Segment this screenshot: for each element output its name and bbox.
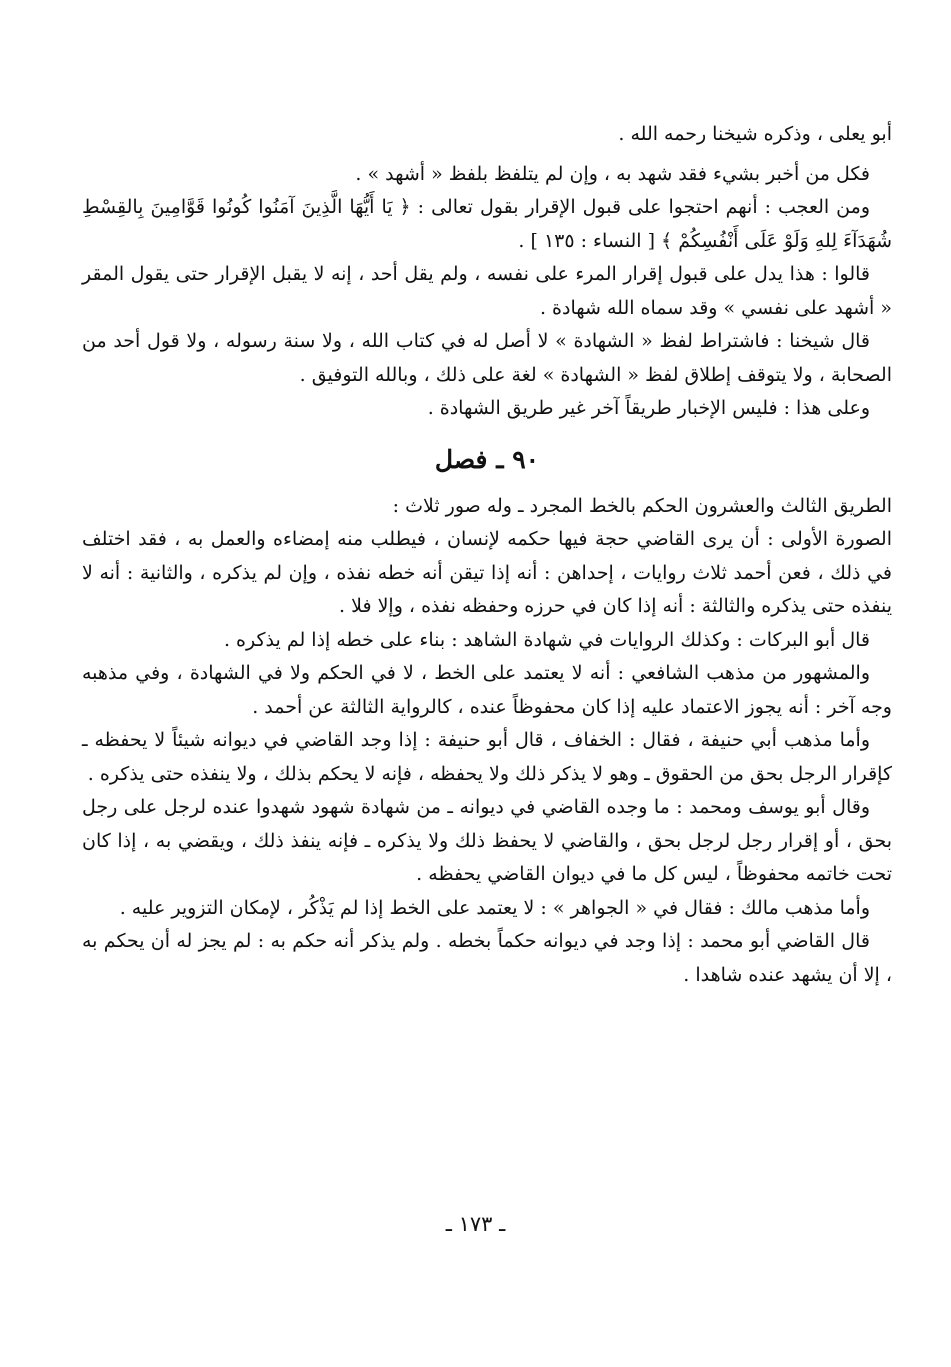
paragraph-5: قال شيخنا : فاشتراط لفظ « الشهادة » لا أصل له في كتاب الله ، ولا سنة رسوله ، ولا قول أحد من الصحابة ، ولا يتوقف إطلاق لفظ « الشهادة » لغة على ذلك ، وبالله التوفيق . xyxy=(82,330,892,386)
page-number: ـ ١٧٣ ـ xyxy=(445,1212,506,1236)
page-body xyxy=(82,118,892,992)
section-heading: ٩٠ ـ فصل xyxy=(434,444,540,474)
paragraph-10: والمشهور من مذهب الشافعي : أنه لا يعتمد على الخط ، لا في الحكم ولا في الشهادة ، وفي مذهبه وجه آخر : أنه يجوز الاعتماد عليه إذا كان محفوظاً عنده ، كالرواية الثالثة عن أحمد . xyxy=(82,662,892,718)
paragraph-11: وأما مذهب أبي حنيفة ، فقال : الخفاف ، قال أبو حنيفة : إذا وجد القاضي في ديوانه شيئاً لا يحفظه ـ كإقرار الرجل بحق من الحقوق ـ وهو لا يذكر ذلك ولا يحفظه ، فإنه لا يحكم بذلك ، ولا ينفذه حتى يذكره . xyxy=(82,729,892,785)
paragraph-7: الطريق الثالث والعشرون الحكم بالخط المجرد ـ وله صور ثلاث : xyxy=(392,494,892,517)
paragraph-1: أبو يعلى ، وذكره شيخنا رحمه الله . xyxy=(618,123,892,145)
paragraph-9: قال أبو البركات : وكذلك الروايات في شهادة الشاهد : بناء على خطه إذا لم يذكره . xyxy=(223,628,870,651)
paragraph-13: وأما مذهب مالك : فقال في « الجواهر » : لا يعتمد على الخط إذا لم يَذْكُر ، لإمكان التزوير عليه . xyxy=(119,896,870,919)
paragraph-8: الصورة الأولى : أن يرى القاضي حجة فيها حكمه لإنسان ، فيطلب منه إمضاءه والعمل به ، فقد اختلف في ذلك ، فعن أحمد ثلاث روايات ، إحداهن : أنه إذا تيقن أنه خطه نفذه ، وإن لم يذكره ، والثانية : أنه لا ينفذه حتى يذكره والثالثة : أنه إذا كان في حرزه وحفظه نفذه ، وإلا فلا . xyxy=(82,528,892,617)
paragraph-2: فكل من أخبر بشيء فقد شهد به ، وإن لم يتلفظ بلفظ « أشهد » . xyxy=(355,162,870,185)
paragraph-4: قالوا : هذا يدل على قبول إقرار المرء على نفسه ، ولم يقل أحد ، إنه لا يقبل الإقرار حتى يقول المقر « أشهد على نفسي » وقد سماه الله شهادة . xyxy=(82,263,892,319)
paragraph-12: وقال أبو يوسف ومحمد : ما وجده القاضي في ديوانه ـ من شهادة شهود شهدوا عنده لرجل على رجل بحق ، أو إقرار رجل لرجل بحق ، والقاضي لا يحفظ ذلك ولا يذكره ـ فإنه ينفذ ذلك ، ويقضي به ، إذا كان تحت خاتمه محفوظاً ، ليس كل ما في ديوان القاضي يحفظه . xyxy=(82,796,892,885)
paragraph-6: وعلى هذا : فليس الإخبار طريقاً آخر غير طريق الشهادة . xyxy=(427,397,870,419)
paragraph-14: قال القاضي أبو محمد : إذا وجد في ديوانه حكماً بخطه . ولم يذكر أنه حكم به : لم يجز له أن يحكم به ، إلا أن يشهد عنده شاهدا . xyxy=(82,930,892,986)
paragraph-3: ومن العجب : أنهم احتجوا على قبول الإقرار بقول تعالى : ﴿ يَا أَيُّهَا الَّذِينَ آمَنُوا كُونُوا قَوَّامِينَ بِالقِسْطِ شُهَدَآءَ لِلهِ وَلَوْ عَلَى أَنْفُسِكُمْ ﴾ [ النساء : ١٣٥ ] . xyxy=(82,196,892,252)
